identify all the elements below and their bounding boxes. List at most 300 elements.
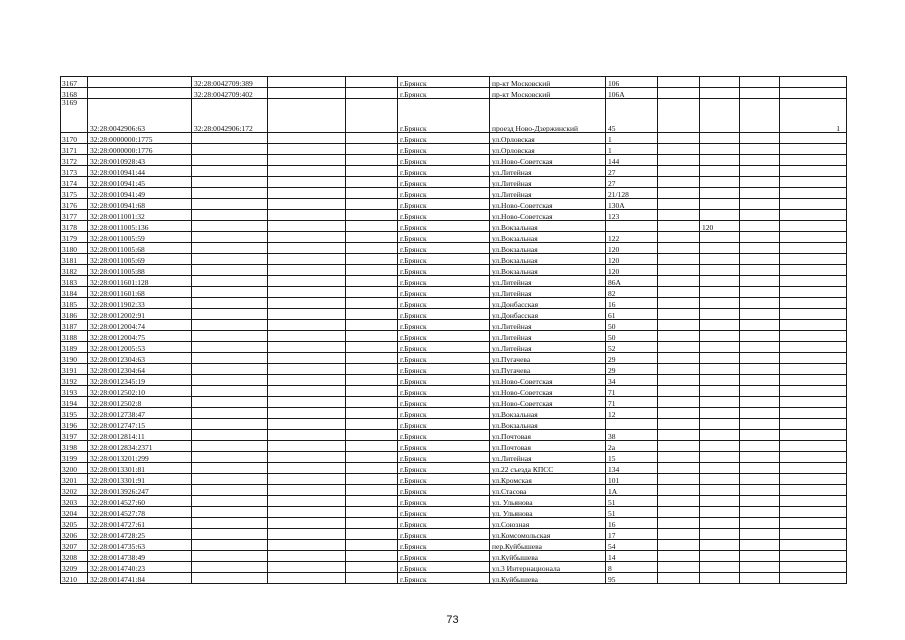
- table-cell: пр-кт Московский: [490, 77, 606, 88]
- table-cell: [192, 507, 268, 518]
- table-cell: г.Брянск: [398, 342, 490, 353]
- table-cell: 3196: [61, 419, 88, 430]
- table-cell: [658, 77, 700, 88]
- table-cell: [658, 419, 700, 430]
- table-cell: [658, 144, 700, 155]
- table-cell: г.Брянск: [398, 474, 490, 485]
- table-cell: [658, 342, 700, 353]
- table-cell: [780, 254, 847, 265]
- table-cell: [658, 375, 700, 386]
- table-cell: [780, 144, 847, 155]
- table-cell: [268, 375, 346, 386]
- table-cell: [780, 210, 847, 221]
- table-row: [61, 166, 847, 177]
- table-cell: ул.Ново-Советская: [490, 155, 606, 166]
- table-cell: [740, 375, 780, 386]
- table-cell: ул.Литейная: [490, 177, 606, 188]
- table-cell: 32:28:0000000:1776: [88, 144, 192, 155]
- table-cell: [780, 375, 847, 386]
- table-cell: [780, 408, 847, 419]
- table-cell: 32:28:0012002:91: [88, 309, 192, 320]
- table-row: [61, 573, 847, 584]
- table-cell: [268, 573, 346, 584]
- table-cell: [192, 430, 268, 441]
- table-cell: ул.Вокзальная: [490, 419, 606, 430]
- table-cell: ул.Вокзальная: [490, 265, 606, 276]
- table-cell: [740, 265, 780, 276]
- table-cell: г.Брянск: [398, 419, 490, 430]
- table-cell: [268, 243, 346, 254]
- table-cell: 21/128: [606, 188, 658, 199]
- table-row: [61, 155, 847, 166]
- table-cell: [268, 452, 346, 463]
- table-cell: ул.Вокзальная: [490, 243, 606, 254]
- table-cell: [658, 386, 700, 397]
- table-cell: 32:28:0014527:78: [88, 507, 192, 518]
- table-row: [61, 133, 847, 144]
- table-row: [61, 320, 847, 331]
- table-cell: [700, 232, 740, 243]
- table-cell: ул.Пугачева: [490, 364, 606, 375]
- table-cell: [268, 441, 346, 452]
- table-cell: [740, 452, 780, 463]
- table-cell: [658, 166, 700, 177]
- table-row: [61, 408, 847, 419]
- table-cell: [700, 441, 740, 452]
- table-cell: 14: [606, 551, 658, 562]
- table-cell: 50: [606, 320, 658, 331]
- table-cell: г.Брянск: [398, 133, 490, 144]
- table-cell: 32:28:0010941:45: [88, 177, 192, 188]
- table-cell: [740, 518, 780, 529]
- table-cell: [780, 342, 847, 353]
- table-cell: [700, 188, 740, 199]
- table-cell: 101: [606, 474, 658, 485]
- table-row: [61, 496, 847, 507]
- table-cell: ул.Донбасская: [490, 298, 606, 309]
- table-cell: [346, 463, 398, 474]
- table-cell: [780, 430, 847, 441]
- table-cell: [740, 77, 780, 88]
- table-cell: [268, 144, 346, 155]
- table-cell: 3197: [61, 430, 88, 441]
- table-cell: [740, 364, 780, 375]
- table-cell: г.Брянск: [398, 540, 490, 551]
- table-cell: 106: [606, 77, 658, 88]
- table-row: [61, 342, 847, 353]
- table-cell: пер.Куйбышева: [490, 540, 606, 551]
- table-cell: [780, 221, 847, 232]
- table-cell: 32:28:0012304:63: [88, 353, 192, 364]
- table-row: [61, 397, 847, 408]
- table-row: [61, 287, 847, 298]
- table-cell: [268, 485, 346, 496]
- table-cell: [192, 386, 268, 397]
- table-row: [61, 562, 847, 573]
- table-cell: 32:28:0012004:75: [88, 331, 192, 342]
- table-cell: [780, 309, 847, 320]
- table-cell: [658, 155, 700, 166]
- table-cell: [740, 287, 780, 298]
- table-cell: 32:28:0011902:33: [88, 298, 192, 309]
- table-cell: г.Брянск: [398, 353, 490, 364]
- table-cell: [268, 166, 346, 177]
- table-cell: [346, 177, 398, 188]
- table-cell: [700, 507, 740, 518]
- table-cell: [192, 342, 268, 353]
- table-cell: [780, 474, 847, 485]
- table-cell: [268, 199, 346, 210]
- table-cell: ул.Орловская: [490, 133, 606, 144]
- table-cell: 32:28:0011601:68: [88, 287, 192, 298]
- table-cell: [346, 364, 398, 375]
- table-cell: г.Брянск: [398, 309, 490, 320]
- table-cell: [346, 276, 398, 287]
- table-cell: [268, 353, 346, 364]
- table-cell: 32:28:0014527:60: [88, 496, 192, 507]
- table-cell: 3188: [61, 331, 88, 342]
- table-cell: [268, 287, 346, 298]
- table-cell: ул. Ульянова: [490, 496, 606, 507]
- table-cell: 3198: [61, 441, 88, 452]
- table-cell: [192, 254, 268, 265]
- table-cell: 3167: [61, 77, 88, 88]
- table-cell: [700, 386, 740, 397]
- table-cell: 3189: [61, 342, 88, 353]
- table-cell: [740, 529, 780, 540]
- table-cell: 123: [606, 210, 658, 221]
- table-row: [61, 551, 847, 562]
- table-cell: [700, 177, 740, 188]
- table-cell: 51: [606, 496, 658, 507]
- table-cell: г.Брянск: [398, 518, 490, 529]
- table-cell: [658, 254, 700, 265]
- table-cell: ул.Литейная: [490, 166, 606, 177]
- table-cell: [268, 232, 346, 243]
- table-cell: [192, 210, 268, 221]
- table-row: [61, 254, 847, 265]
- table-cell: [346, 298, 398, 309]
- table-cell: [658, 265, 700, 276]
- table-cell: [740, 155, 780, 166]
- table-cell: [346, 551, 398, 562]
- table-cell: [346, 430, 398, 441]
- table-cell: 45: [606, 99, 658, 133]
- table-cell: г.Брянск: [398, 331, 490, 342]
- table-cell: [740, 309, 780, 320]
- table-cell: 32:28:0013201:299: [88, 452, 192, 463]
- table-cell: ул.Литейная: [490, 276, 606, 287]
- table-cell: [268, 99, 346, 133]
- table-cell: [192, 353, 268, 364]
- table-cell: [740, 485, 780, 496]
- table-cell: [268, 551, 346, 562]
- table-cell: [780, 155, 847, 166]
- table-cell: [346, 485, 398, 496]
- table-cell: [780, 199, 847, 210]
- table-cell: [780, 133, 847, 144]
- table-cell: 32:28:0042709:389: [192, 77, 268, 88]
- table-cell: 3170: [61, 133, 88, 144]
- table-row: [61, 177, 847, 188]
- table-cell: 3192: [61, 375, 88, 386]
- table-row: [61, 188, 847, 199]
- table-row: [61, 88, 847, 99]
- table-cell: [658, 199, 700, 210]
- table-cell: [740, 386, 780, 397]
- table-cell: г.Брянск: [398, 397, 490, 408]
- table-cell: 3210: [61, 573, 88, 584]
- register-table-body: [61, 77, 847, 584]
- table-cell: [658, 463, 700, 474]
- table-cell: [740, 397, 780, 408]
- table-cell: [700, 276, 740, 287]
- table-cell: [346, 540, 398, 551]
- table-cell: 3191: [61, 364, 88, 375]
- table-cell: [740, 320, 780, 331]
- table-cell: [780, 397, 847, 408]
- table-cell: [780, 364, 847, 375]
- table-cell: [192, 199, 268, 210]
- table-cell: [192, 419, 268, 430]
- table-row: [61, 221, 847, 232]
- table-cell: 3169: [61, 99, 88, 133]
- table-cell: [346, 210, 398, 221]
- table-cell: 3199: [61, 452, 88, 463]
- table-cell: [346, 331, 398, 342]
- table-cell: [740, 210, 780, 221]
- table-cell: [700, 199, 740, 210]
- table-cell: г.Брянск: [398, 177, 490, 188]
- table-cell: г.Брянск: [398, 408, 490, 419]
- table-cell: 16: [606, 518, 658, 529]
- table-cell: [700, 540, 740, 551]
- table-cell: [346, 144, 398, 155]
- table-cell: [740, 562, 780, 573]
- table-cell: [700, 144, 740, 155]
- table-cell: 32:28:0014735:63: [88, 540, 192, 551]
- table-cell: 16: [606, 298, 658, 309]
- table-cell: 17: [606, 529, 658, 540]
- table-cell: [780, 529, 847, 540]
- table-cell: [700, 518, 740, 529]
- table-cell: [740, 188, 780, 199]
- table-cell: 34: [606, 375, 658, 386]
- table-cell: ул.Вокзальная: [490, 221, 606, 232]
- table-cell: 3193: [61, 386, 88, 397]
- table-cell: 32:28:0012345:19: [88, 375, 192, 386]
- table-cell: [740, 177, 780, 188]
- table-cell: 32:28:0013926:247: [88, 485, 192, 496]
- table-cell: [606, 221, 658, 232]
- table-cell: [658, 88, 700, 99]
- table-cell: г.Брянск: [398, 166, 490, 177]
- table-cell: [700, 397, 740, 408]
- table-cell: [268, 276, 346, 287]
- table-cell: [740, 276, 780, 287]
- table-cell: [268, 342, 346, 353]
- table-cell: 120: [606, 265, 658, 276]
- table-cell: [780, 232, 847, 243]
- table-cell: 3168: [61, 88, 88, 99]
- table-cell: 82: [606, 287, 658, 298]
- table-row: [61, 309, 847, 320]
- table-row: [61, 199, 847, 210]
- table-cell: 3175: [61, 188, 88, 199]
- table-cell: ул.Комсомольская: [490, 529, 606, 540]
- table-cell: [780, 507, 847, 518]
- table-cell: 32:28:0012738:47: [88, 408, 192, 419]
- table-cell: [192, 298, 268, 309]
- table-cell: [780, 452, 847, 463]
- table-cell: [192, 397, 268, 408]
- table-cell: пр-кт Московский: [490, 88, 606, 99]
- table-cell: [700, 463, 740, 474]
- table-cell: г.Брянск: [398, 485, 490, 496]
- table-cell: 122: [606, 232, 658, 243]
- table-cell: г.Брянск: [398, 507, 490, 518]
- table-cell: [192, 276, 268, 287]
- table-cell: г.Брянск: [398, 562, 490, 573]
- table-cell: [740, 298, 780, 309]
- table-cell: ул.Литейная: [490, 331, 606, 342]
- table-cell: г.Брянск: [398, 144, 490, 155]
- table-cell: 3209: [61, 562, 88, 573]
- table-cell: г.Брянск: [398, 452, 490, 463]
- table-cell: 120: [700, 221, 740, 232]
- table-cell: [192, 474, 268, 485]
- table-cell: 12: [606, 408, 658, 419]
- table-cell: г.Брянск: [398, 463, 490, 474]
- table-cell: г.Брянск: [398, 573, 490, 584]
- table-cell: ул.Почтовая: [490, 430, 606, 441]
- table-cell: [346, 166, 398, 177]
- table-cell: [88, 88, 192, 99]
- table-cell: ул.Кромская: [490, 474, 606, 485]
- table-cell: 32:28:0014741:84: [88, 573, 192, 584]
- table-cell: г.Брянск: [398, 188, 490, 199]
- table-cell: [658, 551, 700, 562]
- table-cell: [700, 243, 740, 254]
- table-cell: 71: [606, 397, 658, 408]
- table-cell: [658, 397, 700, 408]
- table-cell: [740, 88, 780, 99]
- table-cell: [780, 540, 847, 551]
- table-cell: [658, 188, 700, 199]
- table-cell: 130А: [606, 199, 658, 210]
- table-cell: [658, 243, 700, 254]
- table-cell: [740, 166, 780, 177]
- table-cell: 3207: [61, 540, 88, 551]
- table-cell: 86А: [606, 276, 658, 287]
- table-cell: [740, 551, 780, 562]
- table-cell: 32:28:0010941:68: [88, 199, 192, 210]
- table-row: [61, 463, 847, 474]
- table-cell: ул.Орловская: [490, 144, 606, 155]
- table-row: [61, 265, 847, 276]
- table-cell: [658, 210, 700, 221]
- table-row: [61, 375, 847, 386]
- table-cell: [700, 562, 740, 573]
- table-cell: ул.Литейная: [490, 342, 606, 353]
- table-cell: [192, 573, 268, 584]
- table-cell: 3190: [61, 353, 88, 364]
- table-cell: [346, 309, 398, 320]
- table-cell: ул.Литейная: [490, 452, 606, 463]
- table-cell: [268, 265, 346, 276]
- table-cell: [192, 188, 268, 199]
- table-cell: 50: [606, 331, 658, 342]
- table-cell: [658, 221, 700, 232]
- table-cell: [740, 540, 780, 551]
- table-cell: [192, 232, 268, 243]
- table-cell: 29: [606, 353, 658, 364]
- table-cell: 32:28:0010928:43: [88, 155, 192, 166]
- table-cell: 134: [606, 463, 658, 474]
- table-cell: [346, 221, 398, 232]
- table-cell: [700, 133, 740, 144]
- table-cell: [192, 364, 268, 375]
- table-cell: [700, 331, 740, 342]
- table-cell: [268, 309, 346, 320]
- table-cell: г.Брянск: [398, 276, 490, 287]
- table-cell: 32:28:0011001:32: [88, 210, 192, 221]
- table-cell: 32:28:0014728:25: [88, 529, 192, 540]
- table-cell: [700, 254, 740, 265]
- table-cell: [740, 573, 780, 584]
- table-cell: [700, 430, 740, 441]
- table-cell: [346, 562, 398, 573]
- table-row: [61, 210, 847, 221]
- table-cell: 3195: [61, 408, 88, 419]
- table-cell: [192, 496, 268, 507]
- table-cell: [658, 441, 700, 452]
- table-cell: [780, 88, 847, 99]
- table-cell: [192, 375, 268, 386]
- table-cell: [268, 331, 346, 342]
- table-row: [61, 144, 847, 155]
- table-cell: проезд Ново-Дзержинский: [490, 99, 606, 133]
- table-cell: 32:28:0011005:88: [88, 265, 192, 276]
- table-cell: 106А: [606, 88, 658, 99]
- table-cell: 32:28:0012834:2371: [88, 441, 192, 452]
- table-cell: [700, 419, 740, 430]
- table-cell: [346, 375, 398, 386]
- table-cell: 32:28:0012747:15: [88, 419, 192, 430]
- table-cell: 32:28:0012502:8: [88, 397, 192, 408]
- table-cell: [346, 474, 398, 485]
- table-cell: [780, 419, 847, 430]
- table-cell: [700, 298, 740, 309]
- table-cell: [780, 562, 847, 573]
- register-table: [60, 76, 847, 584]
- table-cell: [658, 364, 700, 375]
- table-row: [61, 529, 847, 540]
- table-cell: [700, 287, 740, 298]
- table-cell: [658, 452, 700, 463]
- table-cell: г.Брянск: [398, 254, 490, 265]
- table-row: [61, 386, 847, 397]
- table-cell: [346, 287, 398, 298]
- table-cell: [268, 419, 346, 430]
- table-cell: [780, 353, 847, 364]
- table-cell: [658, 99, 700, 133]
- table-row: [61, 99, 847, 133]
- table-cell: [700, 408, 740, 419]
- table-cell: ул.Вокзальная: [490, 408, 606, 419]
- table-row: [61, 331, 847, 342]
- table-cell: [700, 166, 740, 177]
